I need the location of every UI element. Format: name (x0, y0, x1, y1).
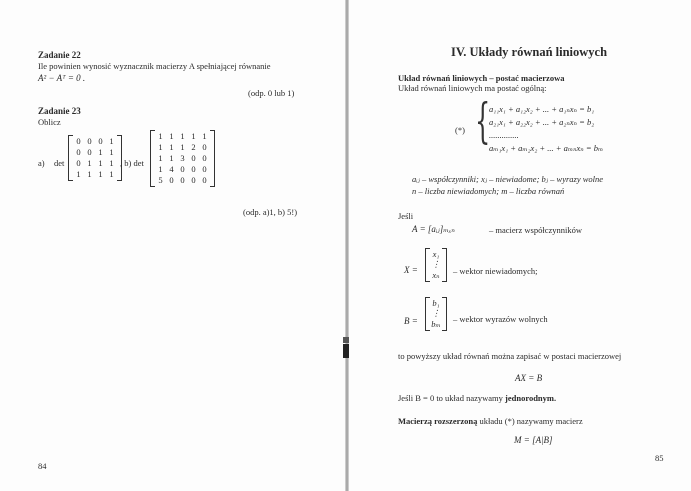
x-vector-dots: ⋮ (431, 259, 441, 269)
matrix-a-cell: 1 (109, 169, 114, 179)
matrix-b-cell: 0 (191, 153, 196, 163)
homogeneous-prefix: Jeśli B = 0 to układ nazywamy (398, 393, 506, 403)
matrix-b-cell: 1 (158, 131, 163, 141)
matrix-b-cell: 1 (180, 131, 185, 141)
det-a-label: det (54, 158, 65, 168)
matrix-a-cell: 0 (76, 158, 81, 168)
x-vector-bottom: xₙ (432, 270, 440, 280)
exercise-22-answer: (odp. 0 lub 1) (248, 88, 295, 98)
b-vector-top: b₁ (432, 298, 440, 308)
equation-system (489, 103, 603, 155)
det-b-label: , b) det (120, 158, 144, 168)
matrix-a-cell: 0 (87, 136, 92, 146)
matrix-b-cell: 0 (202, 142, 207, 152)
matrix-a-cell: 0 (98, 136, 103, 146)
matrix-b-cell: 1 (169, 142, 174, 152)
system-brace: { (475, 93, 491, 149)
matrix-a-cell: 0 (87, 147, 92, 157)
right-page (349, 0, 691, 491)
augmented-term: Macierzą rozszerzoną (398, 416, 478, 426)
matrix-form-text: to powyższy układ równań można zapisać w postaci macierzowej (398, 351, 622, 361)
matrix-b-cell: 0 (202, 164, 207, 174)
b-vector (431, 298, 441, 330)
matrix-b-cell: 0 (191, 175, 196, 185)
x-vector (431, 249, 441, 281)
x-vector-top: x₁ (432, 249, 440, 259)
matrix-b-cell: 1 (169, 131, 174, 141)
exercise-22-text: Ile powinien wynosić wyznacznik macierzy A spełniającej równanie (38, 61, 271, 71)
page-number-right: 85 (655, 453, 664, 463)
x-vector-desc: – wektor niewiadomych; (453, 266, 538, 276)
matrix-b-cell: 0 (202, 153, 207, 163)
exercise-23-title: Zadanie 23 (38, 106, 81, 116)
augmented-matrix-text (398, 416, 583, 426)
homogeneous-text (398, 393, 556, 403)
matrix-b-cell: 5 (158, 175, 163, 185)
matrix-b-cell: 4 (169, 164, 174, 174)
matrix-b-cell: 1 (169, 153, 174, 163)
part-a-label: a) (38, 158, 45, 168)
matrix-a-cell: 0 (76, 136, 81, 146)
equation-dots: .............. (489, 130, 519, 140)
matrix-b-cell: 3 (180, 153, 185, 163)
equation-1: a₁₁x₁ + a₁₂x₂ + ... + a₁ₙxₙ = b₁ (489, 104, 595, 114)
augmented-rest: układu (*) nazywamy macierz (477, 416, 583, 426)
matrix-b (155, 131, 210, 186)
matrix-b-cell: 0 (180, 164, 185, 174)
matrix-a-cell: 1 (109, 147, 114, 157)
page-number-left: 84 (38, 461, 47, 471)
x-vector-label: X = (404, 265, 418, 275)
exercise-23-answer: (odp. a)1, b) 5!) (243, 207, 298, 217)
exercise-22-equation: A² − Aᵀ = 0 . (38, 73, 86, 83)
homogeneous-term: jednorodnym. (505, 393, 557, 403)
b-vector-bottom: bₘ (431, 319, 441, 329)
matrix-a-cell: 1 (109, 158, 114, 168)
system-star-label: (*) (455, 125, 465, 135)
matrix-a-cell: 1 (87, 169, 92, 179)
equation-2: a₂₁x₁ + a₂₂x₂ + ... + a₂ₙxₙ = b₂ (489, 117, 595, 127)
legend-line-2: n – liczba niewiadomych; m – liczba równań (412, 186, 565, 196)
equation-m: aₘ₁x₁ + aₘ₂x₂ + ... + aₘₙxₙ = bₘ (489, 143, 604, 153)
augmented-matrix-def: M = [A|B] (514, 435, 553, 445)
matrix-a-cell: 1 (109, 136, 114, 146)
matrix-a (73, 136, 117, 180)
b-vector-desc: – wektor wyrazów wolnych (453, 314, 548, 324)
exercise-23-text: Oblicz (38, 117, 61, 127)
matrix-b-cell: 1 (158, 164, 163, 174)
matrix-a-cell: 1 (87, 158, 92, 168)
intro-text: Układ równań liniowych ma postać ogólną: (398, 83, 547, 93)
matrix-b-cell: 2 (191, 142, 196, 152)
matrix-b-cell: 1 (158, 153, 163, 163)
matrix-b-cell: 0 (169, 175, 174, 185)
matrix-a-cell: 1 (76, 169, 81, 179)
matrix-b-cell: 1 (158, 142, 163, 152)
coefficient-matrix-desc: – macierz współczynników (489, 225, 582, 235)
exercise-22-title: Zadanie 22 (38, 50, 81, 60)
b-vector-dots: ⋮ (431, 308, 441, 318)
chapter-title: IV. Układy równań liniowych (451, 45, 608, 59)
section-title: Układ równań liniowych – postać macierzowa (398, 73, 565, 83)
matrix-a-cell: 1 (98, 147, 103, 157)
matrix-a-cell: 1 (98, 158, 103, 168)
matrix-a-cell: 0 (76, 147, 81, 157)
matrix-b-cell: 0 (202, 175, 207, 185)
matrix-a-cell: 1 (98, 169, 103, 179)
if-text: Jeśli (398, 211, 414, 221)
matrix-equation: AX = B (515, 373, 543, 383)
matrix-b-cell: 0 (191, 164, 196, 174)
legend-line-1: aᵢⱼ – współczynniki; xⱼ – niewiadome; bⱼ – wyrazy wolne (412, 174, 604, 184)
matrix-b-cell: 1 (202, 131, 207, 141)
matrix-b-cell: 1 (191, 131, 196, 141)
b-vector-label: B = (404, 316, 418, 326)
matrix-b-cell: 0 (180, 175, 185, 185)
coefficient-matrix-def: A = [aᵢⱼ]ₘₓₙ (412, 224, 455, 234)
matrix-b-cell: 1 (180, 142, 185, 152)
